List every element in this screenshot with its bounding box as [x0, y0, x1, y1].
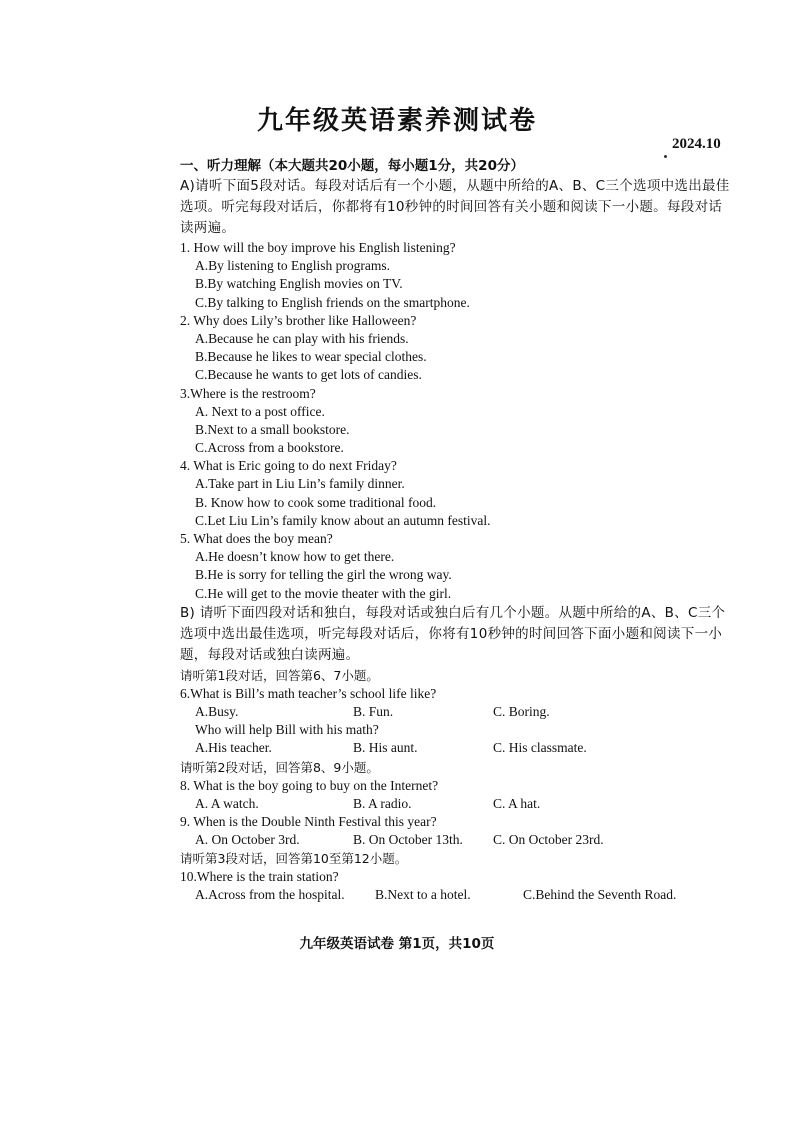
question-4-option-a: A.Take part in Liu Lin’s family dinner.	[195, 476, 405, 492]
question-7-option-a: A.His teacher.	[195, 740, 272, 756]
question-3-stem: 3.Where is the restroom?	[180, 385, 316, 401]
question-3-option-c: C.Across from a bookstore.	[195, 440, 344, 456]
question-6-stem: 6.What is Bill’s math teacher’s school life like?	[180, 685, 437, 701]
question-6-options	[180, 703, 730, 721]
question-7-options	[180, 739, 730, 757]
question-7-option-c: C. His classmate.	[493, 740, 587, 756]
question-5-option-b: B.He is sorry for telling the girl the wrong way.	[195, 567, 452, 583]
question-9-option-a: A. On October 3rd.	[195, 832, 300, 848]
question-3-option-a: A. Next to a post office.	[195, 403, 325, 419]
question-9-option-b: B. On October 13th.	[353, 832, 463, 848]
question-1-option-a: A.By listening to English programs.	[195, 258, 390, 274]
dialog-2-note: 请听第2段对话，回答第8、9小题。	[180, 759, 379, 775]
question-10-options	[180, 886, 730, 904]
question-10-option-c: C.Behind the Seventh Road.	[523, 887, 677, 903]
question-6-option-a: A.Busy.	[195, 703, 239, 719]
exam-date: 2024.10	[672, 136, 721, 152]
question-9-option-c: C. On October 23rd.	[493, 832, 604, 848]
question-1-option-c: C.By talking to English friends on the smartphone.	[195, 294, 470, 310]
question-6-option-c: C. Boring.	[493, 703, 550, 719]
page-title: 九年级英语素养测试卷	[256, 106, 537, 136]
sectionA-instruction: A)请听下面5段对话。每段对话后有一个小题，从题中所给的A、B、C三个选项中选出最佳选项。听完每段对话后，你都将有10秒钟的时间回答有关小题和阅读下一小题。每段对话读两遍。	[180, 178, 730, 236]
question-2-option-c: C.Because he wants to get lots of candies.	[195, 367, 422, 383]
dialog-3-note: 请听第3段对话，回答第10至第12小题。	[180, 851, 408, 867]
page-footer: 九年级英语试卷 第1页，共10页	[299, 936, 495, 952]
part1-heading: 一、听力理解（本大题共20小题，每小题1分，共20分）	[180, 158, 524, 174]
question-5-option-a: A.He doesn’t know how to get there.	[195, 549, 395, 565]
question-9-stem: 9. When is the Double Ninth Festival this year?	[180, 813, 437, 829]
question-2-option-a: A.Because he can play with his friends.	[195, 330, 409, 346]
question-1-stem: 1. How will the boy improve his English listening?	[180, 240, 456, 255]
question-8-stem: 8. What is the boy going to buy on the Internet?	[180, 777, 439, 793]
sectionB-instruction: B) 请听下面四段对话和独白，每段对话或独白后有几个小题。从题中所给的A、B、C三个选项中选出最佳选项，听完每段对话后，你将有10秒钟的时间回答下面小题和阅读下一小题，每段对话或独白读两遍。	[180, 604, 726, 663]
question-10-option-a: A.Across from the hospital.	[195, 887, 345, 903]
question-2-option-b: B.Because he likes to wear special clothes.	[195, 349, 427, 365]
question-5-option-c: C.He will get to the movie theater with the girl.	[195, 585, 452, 601]
question-4-option-b: B. Know how to cook some traditional food.	[195, 494, 437, 510]
question-8-option-a: A. A watch.	[195, 795, 259, 811]
question-8-options	[180, 795, 730, 813]
question-5-stem: 5. What does the boy mean?	[180, 531, 333, 546]
exam-body	[180, 156, 730, 905]
question-6-option-b: B. Fun.	[353, 703, 394, 719]
dialog-1-note: 请听第1段对话，回答第6、7小题。	[180, 667, 379, 683]
question-2-stem: 2. Why does Lily’s brother like Halloween?	[180, 312, 417, 328]
question-8-option-b: B. A radio.	[353, 795, 412, 811]
question-10-stem: 10.Where is the train station?	[180, 869, 339, 885]
question-8-option-c: C. A hat.	[493, 795, 541, 811]
question-1-option-b: B.By watching English movies on TV.	[195, 276, 403, 292]
question-7-stem: Who will help Bill with his math?	[195, 722, 379, 738]
question-4-stem: 4. What is Eric going to do next Friday?	[180, 458, 397, 474]
question-9-options	[180, 831, 730, 849]
question-3-option-b: B.Next to a small bookstore.	[195, 421, 350, 437]
question-7-option-b: B. His aunt.	[353, 740, 418, 756]
question-4-option-c: C.Let Liu Lin’s family know about an autumn festival.	[195, 512, 491, 528]
question-10-option-b: B.Next to a hotel.	[375, 887, 471, 903]
